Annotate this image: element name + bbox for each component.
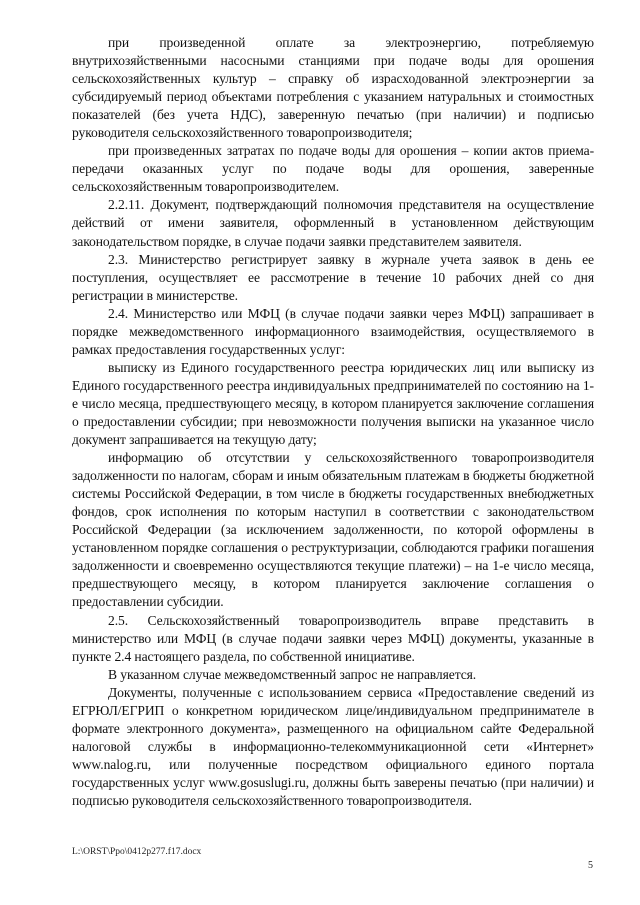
document-body (72, 34, 594, 810)
paragraph-water-supply-costs: при произведенных затратах по подаче воды для орошения – копии актов приема-передачи оказанных услуг по подаче воды для орошения, заверенные сельскохозяйственным товаропроизводителем. (72, 143, 594, 195)
page-number: 5 (588, 860, 593, 871)
paragraph-2-5: 2.5. Сельскохозяйственный товаропроизводитель вправе представить в министерство или МФЦ (в случае подачи заявки через МФЦ) документы, указанные в пункте 2.4 настоящего раздела, по собственной инициативе. (72, 612, 594, 664)
paragraph-no-interagency-request: В указанном случае межведомственный запрос не направляется. (108, 666, 477, 682)
paragraph-tax-debt-info: информацию об отсутствии у сельскохозяйственного товаропроизводителя задолженности по налогам, сборам и иным обязательным платежам в бюджеты бюджетной системы Российской Федерации, в том числе в бюджеты государственных внебюджетных фондов, срок исполнения по которым наступил в соответствии с законодательством Российской Федерации (за исключением задолженности, по которой оформлены в установленном порядке соглашения о реструктуризации, соблюдаются графики погашения задолженности и своевременно осуществляются текущие платежи) – на 1-е число месяца, предшествующего месяцу, в котором планируется заключение соглашения о предоставлении субсидии. (72, 450, 594, 610)
paragraph-2-3: 2.3. Министерство регистрирует заявку в журнале учета заявок в день ее поступления, осуществляет ее рассмотрение в течение 10 рабочих дней со дня регистрации в министерстве. (72, 251, 594, 303)
paragraph-registry-extract: выписку из Единого государственного реестра юридических лиц или выписку из Единого государственного реестра индивидуальных предпринимателей по состоянию на 1-е число месяца, предшествующего месяцу, в котором планируется заключение соглашения о предоставлении субсидии; при невозможности получения выписки на указанное число документ запрашивается на текущую дату; (72, 359, 594, 448)
paragraph-electronic-documents: Документы, полученные с использованием сервиса «Предоставление сведений из ЕГРЮЛ/ЕГРИП о конкретном юридическом лице/индивидуальном предпринимателе в формате электронного документа», размещенного на официальном сайте Федеральной налоговой службы в информационно-телекоммуникационной сети «Интернет» www.nalog.ru, или полученные посредством официального единого портала государственных услуг www.gosuslugi.ru, должны быть заверены печатью (при наличии) и подписью руководителя сельскохозяйственного товаропроизводителя. (72, 684, 594, 808)
footer-file-path: L:\ORST\Ppo\0412p277.f17.docx (72, 847, 202, 857)
paragraph-electricity-payment: при произведенной оплате за электроэнергию, потребляемую внутрихозяйственными насосными станциями при подаче воды для орошения сельскохозяйственных культур – справку об израсходованной электроэнергии за субсидируемый период объектами потребления с указанием натуральных и стоимостных показателей (без учета НДС), заверенную печатью (при наличии) и подписью руководителя сельскохозяйственного товаропроизводителя; (72, 35, 594, 141)
paragraph-2-2-11: 2.2.11. Документ, подтверждающий полномочия представителя на осуществление действий от имени заявителя, оформленный в установленном действующим законодательством порядке, в случае подачи заявки представителем заявителя. (72, 197, 594, 249)
paragraph-2-4: 2.4. Министерство или МФЦ (в случае подачи заявки через МФЦ) запрашивает в порядке межведомственного информационного взаимодействия, осуществляемого в рамках предоставления государственных услуг: (72, 305, 594, 357)
